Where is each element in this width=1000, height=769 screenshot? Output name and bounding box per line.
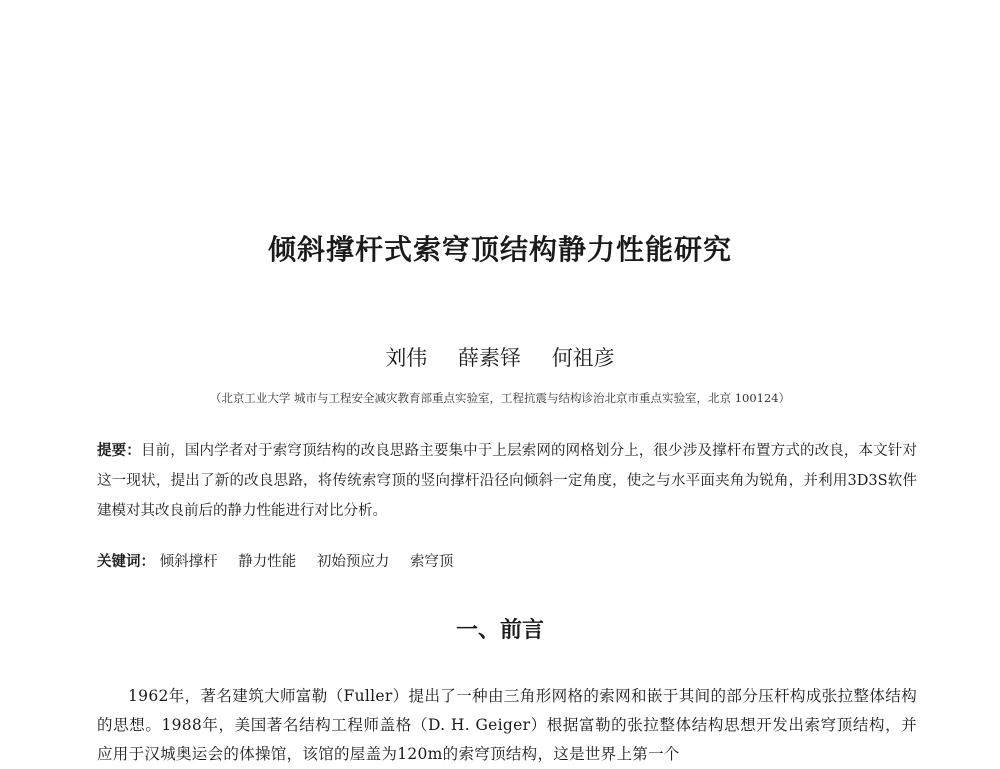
keywords xyxy=(97,550,917,571)
abstract-label: 提要： xyxy=(97,443,141,459)
keyword: 初始预应力 xyxy=(316,554,390,570)
abstract xyxy=(97,436,917,526)
section-heading: 一、前言 xyxy=(455,618,544,643)
author-name: 何祖彦 xyxy=(551,346,615,370)
affiliation: （北京工业大学 城市与工程安全减灾教育部重点实验室，工程抗震与结构诊治北京市重点实验室，北京 100124） xyxy=(209,391,791,405)
keywords-label: 关键词： xyxy=(97,554,155,570)
author-name: 薛素铎 xyxy=(458,346,521,370)
keyword: 索穹顶 xyxy=(409,554,454,570)
abstract-text: 目前，国内学者对于索穹顶结构的改良思路主要集中于上层索网的网格划分上，很少涉及撑杆布置方式的改良，本文针对这一现状，提出了新的改良思路，将传统索穹顶的竖向撑杆沿径向倾斜一定角度，使之与水平面夹角为锐角，并利用3D3S软件建模对其改良前后的静力性能进行对比分析。 xyxy=(97,443,917,519)
body-paragraph: 1962年，著名建筑大师富勒（Fuller）提出了一种由三角形网格的索网和嵌于其间的部分压杆构成张拉整体结构的思想。1988年，美国著名结构工程师盖格（D. H. Geiger）根据富勒的张拉整体结构思想开发出索穹顶结构，并应用于汉城奥运会的体操馆，该馆的屋盖为120m的索穹顶结构，这是世界上第一个 xyxy=(97,687,917,763)
keyword: 倾斜撑杆 xyxy=(159,554,218,570)
author-list xyxy=(0,342,1000,372)
paper-title: 倾斜撑杆式索穹顶结构静力性能研究 xyxy=(267,233,732,266)
author-name: 刘伟 xyxy=(385,346,428,370)
keyword: 静力性能 xyxy=(238,554,297,570)
